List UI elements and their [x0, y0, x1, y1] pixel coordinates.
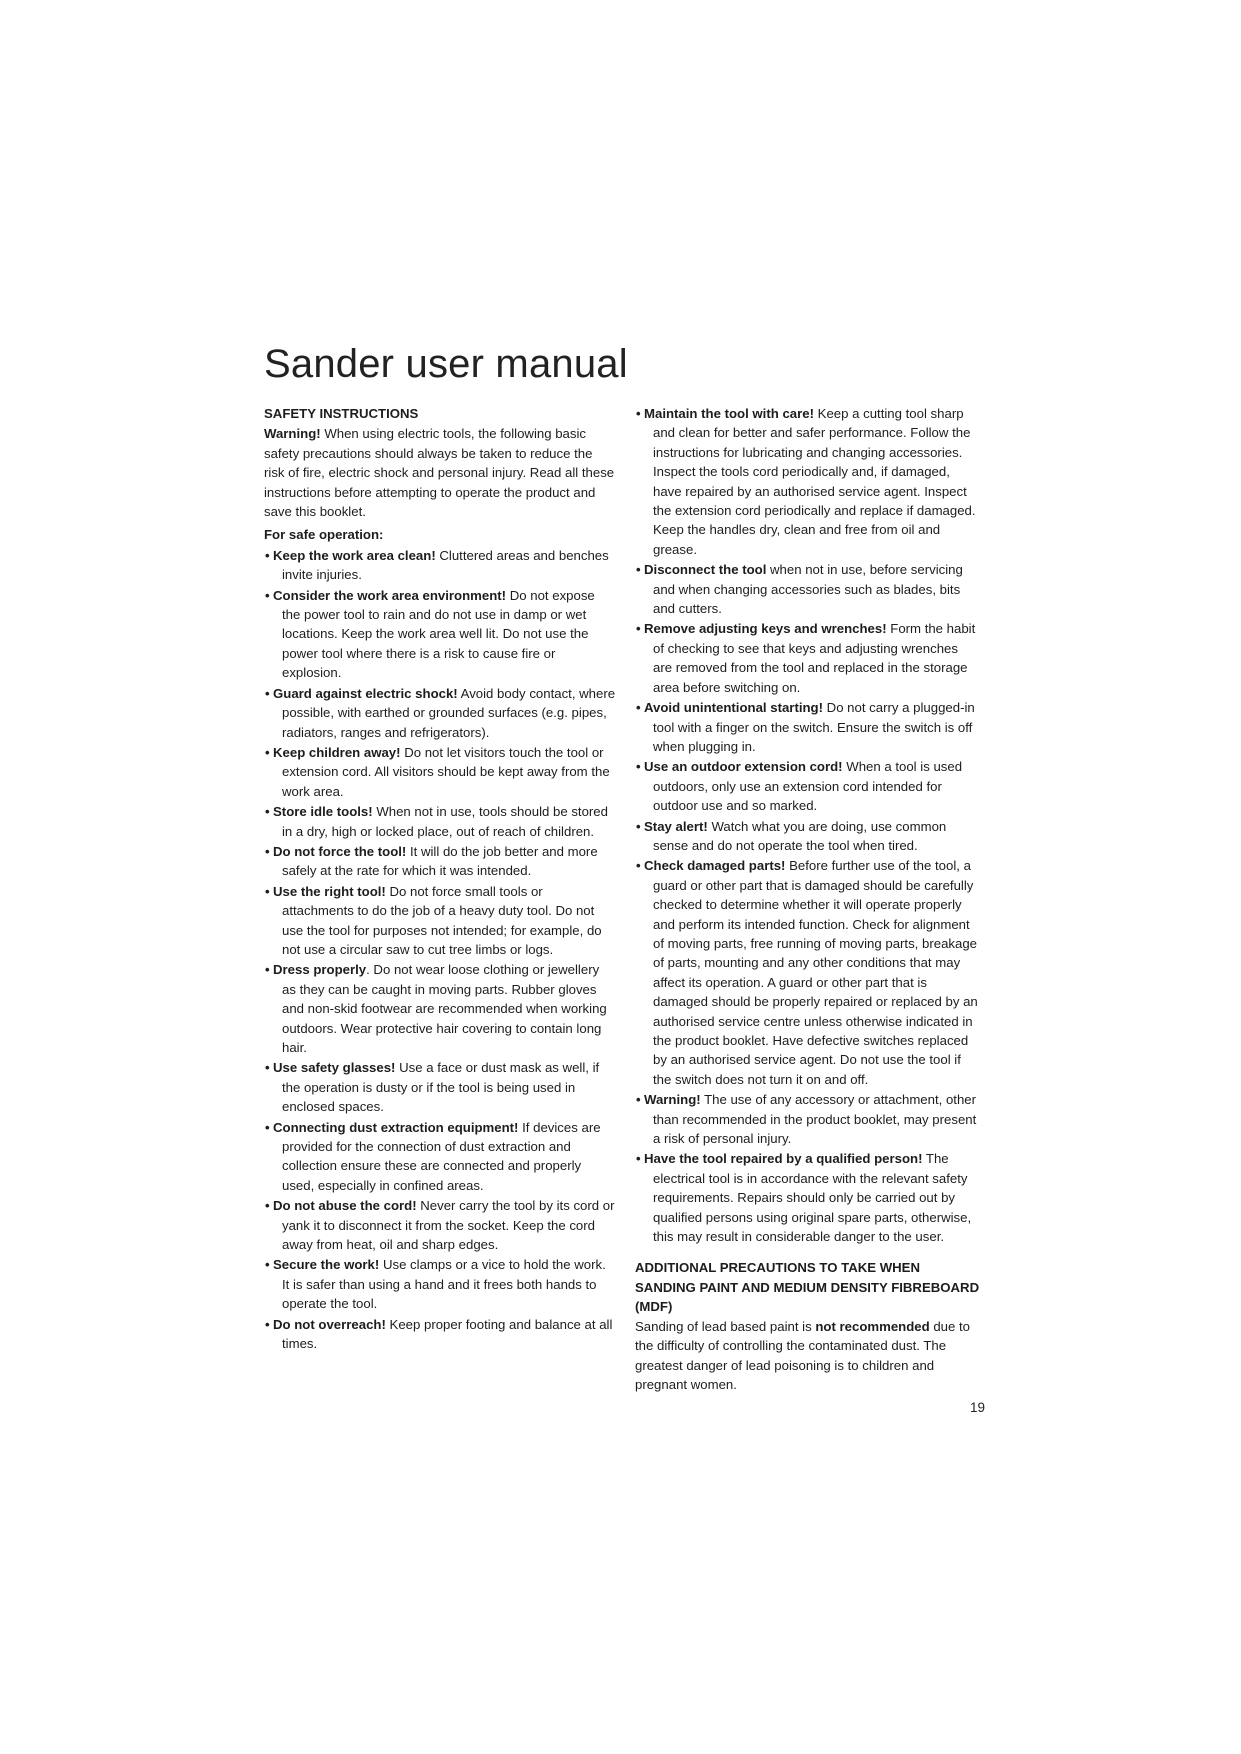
list-item — [264, 802, 616, 841]
additional-precautions-heading: ADDITIONAL PRECAUTIONS TO TAKE WHEN SANDING PAINT AND MEDIUM DENSITY FIBREBOARD (MDF) — [635, 1260, 980, 1315]
warning-text: When using electric tools, the following basic safety precautions should always be taken to reduce the risk of fire, electric shock and personal injury. Read all these instructions before attempting to operate the product and save this booklet. — [264, 426, 615, 520]
item-title: Consider the work area environment! — [273, 587, 507, 603]
item-title: Dress properly — [273, 962, 367, 978]
list-item — [264, 1058, 616, 1116]
item-text: Never carry the tool by its cord or yank it to disconnect it from the socket. Keep the cord away from heat, oil and sharp edges. — [282, 1198, 615, 1253]
safety-instructions-heading: SAFETY INSTRUCTIONS — [264, 406, 419, 421]
item-title: Check damaged parts! — [644, 858, 786, 874]
list-item — [264, 1118, 616, 1196]
item-title: Maintain the tool with care! — [644, 406, 814, 421]
left-column — [264, 404, 616, 1355]
item-title: Do not force the tool! — [273, 843, 407, 859]
item-text: Do not carry a plugged-in tool with a finger on the switch. Ensure the switch is off when plugging in. — [653, 700, 975, 754]
left-bullet-list — [264, 546, 616, 1354]
item-text: . Do not wear loose clothing or jewellery as they can be caught in moving parts. Rubber gloves and non-skid footwear are recommended when working outdoors. Wear protective hair covering to contain long hair. — [282, 962, 607, 1055]
right-bullet-list — [635, 404, 980, 1246]
item-title: Do not abuse the cord! — [273, 1198, 417, 1214]
item-title: Disconnect the tool — [644, 562, 767, 578]
item-text: It will do the job better and more safely at the rate for which it was intended. — [282, 843, 598, 879]
list-item — [264, 684, 616, 742]
item-text: Do not let visitors touch the tool or extension cord. All visitors should be kept away from the work area. — [282, 744, 610, 799]
list-item — [635, 856, 980, 1089]
item-title: Keep children away! — [273, 744, 401, 760]
list-item — [635, 1090, 980, 1148]
item-text: The electrical tool is in accordance with the relevant safety requirements. Repairs should only be carried out by qualified persons using original spare parts, otherwise, this may result in considerable danger to the user. — [653, 1151, 972, 1245]
page-number: 19 — [970, 1400, 986, 1415]
item-text: Do not force small tools or attachments to do the job of a heavy duty tool. Do not use the tool for purposes not intended; for example, do not use a circular saw to cut tree limbs or logs. — [282, 883, 602, 957]
item-text: Form the habit of checking to see that keys and adjusting wrenches are removed from the tool and replaced in the storage area before switching on. — [653, 621, 976, 695]
item-title: Use an outdoor extension cord! — [644, 759, 843, 775]
item-text: The use of any accessory or attachment, other than recommended in the product booklet, may present a risk of personal injury. — [653, 1092, 977, 1147]
item-text: When not in use, tools should be stored in a dry, high or locked place, out of reach of children. — [282, 804, 608, 839]
list-item — [635, 698, 980, 756]
item-text: Before further use of the tool, a guard or other part that is damaged should be carefully checked to determine whether it will operate properly and perform its intended function. Check for alignment of moving parts, free running of moving parts, breakage of parts, mounting and any other conditions that may affect its operation. A guard or other part that is damaged should be properly repaired or replaced by an authorised service centre unless otherwise indicated in the product booklet. Have defective switches replaced by an authorised service agent. Do not use the tool if the switch does not turn it on and off. — [653, 858, 978, 1087]
list-item — [264, 743, 616, 801]
list-item — [264, 960, 616, 1057]
item-title: Have the tool repaired by a qualified person! — [644, 1151, 923, 1167]
item-text: When a tool is used outdoors, only use an extension cord intended for outdoor use and so marked. — [653, 759, 963, 814]
lead-paint-paragraph — [635, 1317, 980, 1395]
item-title: Keep the work area clean! — [273, 547, 436, 563]
item-title: Stay alert! — [644, 818, 708, 834]
item-text: Keep a cutting tool sharp and clean for better and safer performance. Follow the instructions for lubricating and changing accessories. Inspect the tools cord periodically and, if damaged, have repaired by an authorised service agent. Inspect the extension cord periodically and replace if damaged. Keep the handles dry, clean and free from oil and grease. — [653, 406, 976, 557]
warning-paragraph — [264, 424, 616, 521]
item-title: Connecting dust extraction equipment! — [273, 1119, 519, 1135]
list-item — [635, 757, 980, 815]
item-text: Keep proper footing and balance at all times. — [282, 1316, 613, 1352]
item-text: Use clamps or a vice to hold the work. It is safer than using a hand and it frees both hands to operate the tool. — [282, 1257, 606, 1312]
list-item — [264, 586, 616, 683]
warning-label: Warning! — [264, 426, 321, 442]
item-title: Warning! — [644, 1092, 701, 1108]
item-text: Do not expose the power tool to rain and do not use in damp or wet locations. Keep the work area well lit. Do not use the power tool where there is a risk to cause fire or explosion. — [282, 587, 595, 681]
list-item — [635, 560, 980, 618]
list-item — [635, 404, 980, 559]
list-item — [264, 546, 616, 585]
right-column — [635, 404, 980, 1398]
item-title: Use safety glasses! — [273, 1060, 396, 1076]
list-item — [635, 1149, 980, 1246]
item-text: If devices are provided for the connection of dust extraction and collection ensure these are connected and properly used, especially in confined areas. — [282, 1119, 601, 1193]
list-item — [264, 842, 616, 881]
item-text: Avoid body contact, where possible, with earthed or grounded surfaces (e.g. pipes, radiators, ranges and refrigerators). — [282, 685, 616, 740]
safe-operation-heading: For safe operation: — [264, 527, 384, 543]
item-title: Use the right tool! — [273, 883, 386, 899]
item-text: Watch what you are doing, use common sense and do not operate the tool when tired. — [653, 818, 947, 853]
item-title: Avoid unintentional starting! — [644, 700, 823, 716]
lead-bold: not recommended — [815, 1318, 930, 1334]
lead-text-end: due to the difficulty of controlling the contaminated dust. The greatest danger of lead poisoning is to children and pregnant women. — [635, 1318, 971, 1392]
item-title: Secure the work! — [273, 1257, 380, 1273]
item-text: when not in use, before servicing and when changing accessories such as blades, bits and cutters. — [653, 562, 963, 617]
list-item — [635, 817, 980, 856]
lead-text-start: Sanding of lead based paint is — [635, 1318, 816, 1334]
list-item — [264, 1315, 616, 1354]
item-title: Do not overreach! — [273, 1316, 386, 1332]
list-item — [264, 882, 616, 960]
item-title: Guard against electric shock! — [273, 685, 458, 701]
item-title: Remove adjusting keys and wrenches! — [644, 621, 887, 637]
page-title: Sander user manual — [264, 342, 628, 386]
list-item — [635, 619, 980, 697]
item-text: Use a face or dust mask as well, if the operation is dusty or if the tool is being used in enclosed spaces. — [282, 1060, 600, 1115]
item-title: Store idle tools! — [273, 804, 373, 820]
list-item — [264, 1196, 616, 1254]
list-item — [264, 1255, 616, 1313]
item-text: Cluttered areas and benches invite injuries. — [282, 547, 609, 583]
